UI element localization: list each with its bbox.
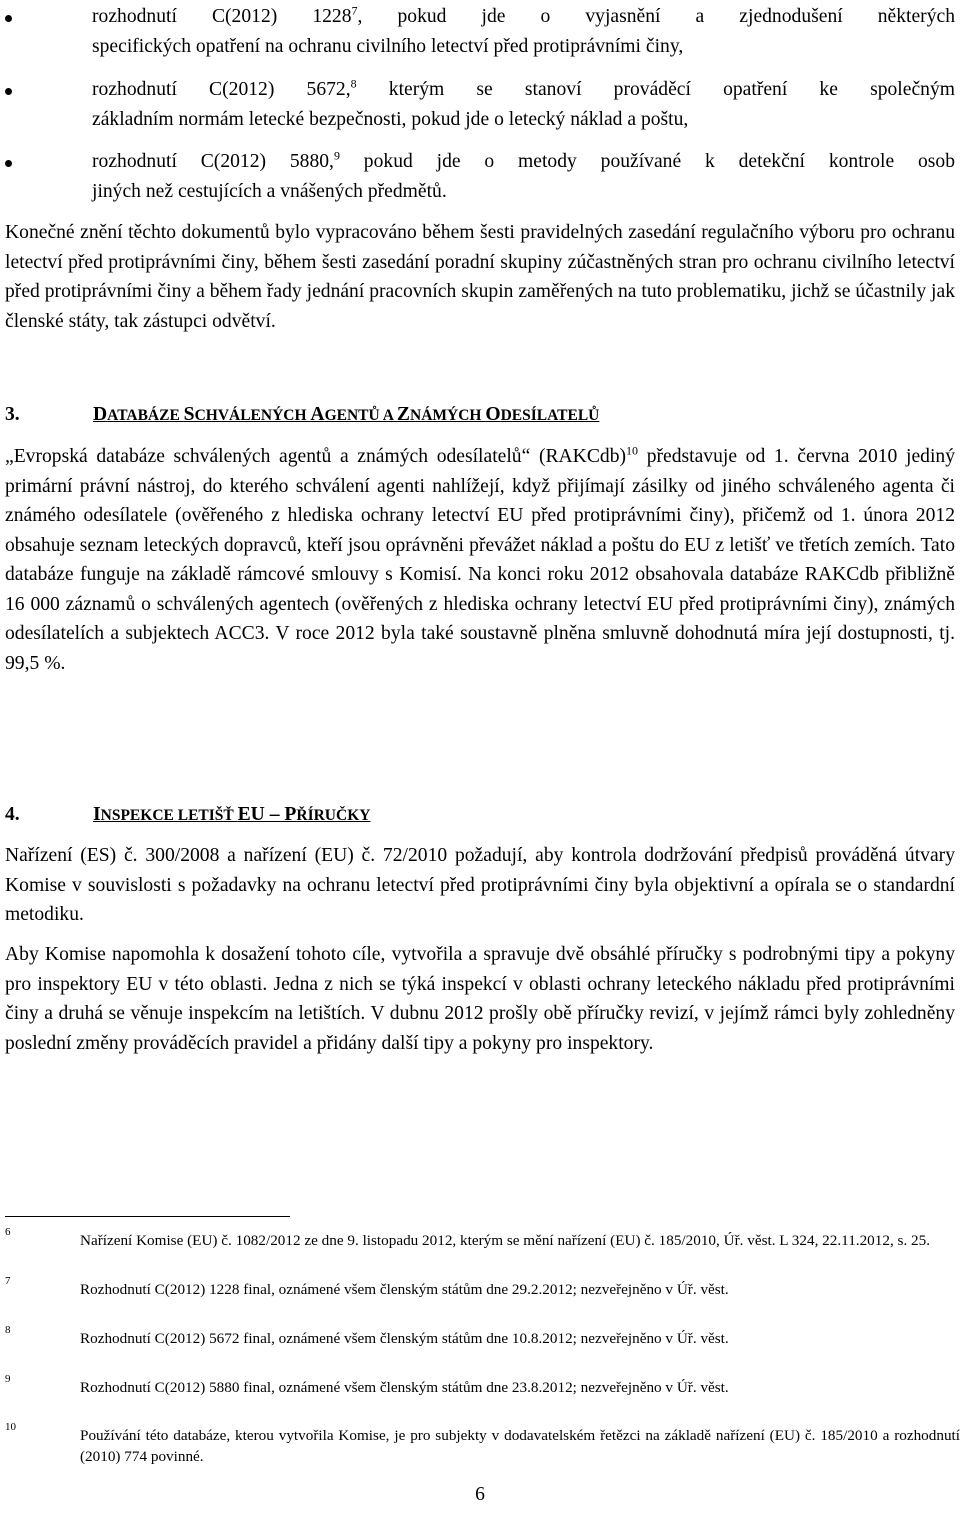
footnote-text: Rozhodnutí C(2012) 5880 final, oznámené všem členským státům dne 23.8.2012; nezveřejněno v Úř. věst.	[80, 1379, 729, 1396]
bullet-text-line: specifických opatření na ochranu civilního letectví před protiprávními činy,	[92, 35, 684, 57]
paragraph-regulation: Nařízení (ES) č. 300/2008 a nařízení (EU) č. 72/2010 požadují, aby kontrola dodržování předpisů prováděná útvary Komise v souvislosti s požadavky na ochranu letectví před protiprávními činy byla objektivní a opírala se o standardní metodiku.	[5, 845, 955, 925]
bullet-dot-icon	[5, 88, 12, 95]
section-title-part: A	[310, 404, 325, 425]
bullet-text-line: základním normám letecké bezpečnosti, pokud jde o letecký náklad a poštu,	[92, 108, 689, 130]
section-3-heading	[5, 400, 955, 431]
bullet-dot-icon	[5, 160, 12, 167]
section-title-part: EU – P	[237, 804, 297, 825]
footnote-separator	[5, 1216, 290, 1217]
section-title-part: NÁMÝCH	[410, 407, 486, 424]
paragraph-handbooks: Aby Komise napomohla k dosažení tohoto cíle, vytvořila a spravuje dvě obsáhlé příručky s podrobnými tipy a pokyny pro inspektory EU v této oblasti. Jedna z nich se týká inspekcí v oblasti ochrany leteckého nákladu před protiprávními činy a druhá se věnuje inspekcím na letištích. V dubnu 2012 prošly obě příručky revizí, v jejímž rámci byly zohledněny poslední změny prováděcích pravidel a přidány další tipy a pokyny pro inspektory.	[5, 944, 955, 1054]
footnote-number: 8	[5, 1324, 11, 1336]
footnote-ref: 8	[350, 76, 357, 91]
section-title-part: DESÍLATELŮ	[500, 407, 600, 424]
footnote-number: 7	[5, 1275, 11, 1287]
section-title-part: O	[485, 404, 501, 425]
section-title-part: ŘÍRUČKY	[296, 807, 371, 824]
section-title-part: D	[93, 404, 108, 425]
footnote-number: 6	[5, 1226, 11, 1238]
section-title-part: Z	[396, 404, 410, 425]
footnote-text: Rozhodnutí C(2012) 1228 final, oznámené všem členským státům dne 29.2.2012; nezveřejněno v Úř. věst.	[80, 1281, 729, 1298]
section-title-part: CHVÁLENÝCH	[194, 407, 311, 424]
footnote-text: Nařízení Komise (EU) č. 1082/2012 ze dne 9. listopadu 2012, kterým se mění nařízení (EU) č. 185/2010, Úř. věst. L 324, 22.11.2012, s. 25.	[80, 1232, 931, 1249]
footnote-text: Rozhodnutí C(2012) 5672 final, oznámené všem členským státům dne 10.8.2012; nezveřejněno v Úř. věst.	[80, 1330, 729, 1347]
paragraph-text: „Evropská databáze schválených agentů a známých odesílatelů“ (RAKCdb)	[5, 446, 627, 467]
section-title-part: GENTŮ A	[324, 407, 397, 424]
section-title-part: S	[183, 404, 195, 425]
paragraph-text: představuje od 1. června 2010 jediný primární právní nástroj, do kterého schválení agenti nahlížejí, když přijímají zásilky od jiného schváleného agenta či známého odesílatele (ověřeného z hlediska ochrany letectví EU před protiprávními činy), přičemž od 1. února 2012 obsahuje seznam leteckých dopravců, kteří jsou oprávněni převážet náklad a poštu do EU z letišť ve třetích zemích. Tato databáze funguje na základě rámcové smlouvy s Komisí. Na konci roku 2012 obsahovala databáze RAKCdb přibližně 16 000 záznamů o schválených agentech (ověřených z hlediska ochrany letectví EU před protiprávními činy), známých odesílatelích a subjektech ACC3. V roce 2012 byla také soustavně plněna smluvně dohodnutá míra její dostupnosti, tj. 99,5 %.	[5, 446, 955, 674]
section-title-part: I	[93, 804, 101, 825]
bullet-text: pokud jde o metody používané k detekční kontrole osob	[339, 151, 955, 172]
footnote-ref: 7	[351, 3, 358, 18]
section-number: 4.	[5, 804, 20, 825]
bullet-text: rozhodnutí C(2012) 5672,	[92, 79, 351, 100]
paragraph-rakcdb	[5, 442, 955, 678]
section-4-heading	[5, 800, 955, 831]
bullet-text: , pokud jde o vyjasnění a zjednodušení některých	[357, 6, 955, 27]
section-title	[93, 404, 599, 425]
section-title-part: NSPEKCE LETIŠŤ	[100, 807, 238, 824]
bullet-text-line: jiných než cestujících a vnášených předmětů.	[92, 180, 447, 202]
footnote-text: Používání této databáze, kterou vytvořila Komise, je pro subjekty v dodavatelském řetězci na základě nařízení (EU) č. 185/2010 a rozhodnutí (2010) 774 povinné.	[80, 1427, 960, 1465]
footnote-number: 10	[5, 1421, 16, 1433]
section-title-part: ATABÁZE	[107, 407, 184, 424]
paragraph-committee: Konečné znění těchto dokumentů bylo vypracováno během šesti pravidelných zasedání regulačního výboru pro ochranu letectví před protiprávními činy, během šesti zasedání poradní skupiny zúčastněných stran pro ochranu civilního letectví před protiprávními činy a během řady jednání pracovních skupin zaměřených na tuto problematiku, jichž se účastnily jak členské státy, tak zástupci odvětví.	[5, 222, 955, 332]
bullet-text: kterým se stanoví prováděcí opatření ke společným	[356, 79, 955, 100]
section-title	[93, 804, 370, 825]
bullet-dot-icon	[5, 15, 12, 22]
section-number: 3.	[5, 404, 20, 425]
bullet-text: rozhodnutí C(2012) 5880,	[92, 151, 334, 172]
footnote-ref: 10	[626, 443, 639, 458]
footnote-number: 9	[5, 1373, 11, 1385]
bullet-text: rozhodnutí C(2012) 1228	[92, 6, 352, 27]
footnote-ref: 9	[333, 148, 340, 163]
page-number: 6	[475, 1484, 485, 1505]
